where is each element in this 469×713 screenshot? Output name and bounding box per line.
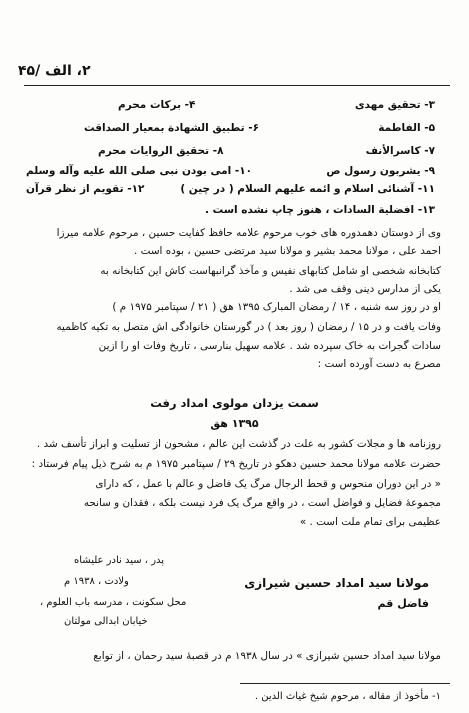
footnote: ۱- مأخوذ از مقاله ، مرحوم شیخ غیاث الدین . xyxy=(254,691,441,702)
list-item: ۵- الفاطمة xyxy=(378,122,435,134)
paragraph-line: وی از دوستان دهمدوره های خوب مرحوم علامه حافظ کفایت حسین ، مرحوم علامه میرزا xyxy=(56,227,441,239)
entry-detail: پدر ، سید نادر علیشاه xyxy=(74,555,165,566)
paragraph-line: مصرع به دست آورده است : xyxy=(317,358,441,370)
entry-detail: خیابان ابدالی مولتان xyxy=(64,616,148,627)
paragraph-line: حضرت علامه مولانا محمد حسین دهکو در تاریخ ۲۹ / سپتامبر ۱۹۷۵ م به شرح ذیل پیام فرستاد : xyxy=(31,458,441,470)
paragraph-line: روزنامه ها و مجلات کشور به علت در گذشت این عالم ، مشحون از تسلیت و ابراز تأسف شد . xyxy=(36,438,441,450)
paragraph-line: مولانا سید امداد حسین شیرازی » در سال ۱۹۳۸ م در قصبهٔ سید رحمان ، از توابع xyxy=(93,650,441,662)
chronogram-year: ۱۳۹۵ هق xyxy=(210,417,259,430)
entry-detail: ولادت ، ۱۹۳۸ م xyxy=(64,576,129,587)
footnote-rule xyxy=(240,683,450,684)
entry-name: مولانا سید امداد حسین شیرازی xyxy=(244,576,429,590)
paragraph-line: وفات یافت و در ۱۵ / رمضان ( روز بعد ) در گورستان خانوادگی اش متصل به تکیه کاظمیه xyxy=(56,321,441,333)
list-item: ۱۲- تقویم از نظر قرآن xyxy=(26,183,145,195)
paragraph-line: کتابخانه شخصی او شامل کتابهای نفیس و مآخذ گرانبهاست کاش این کتابخانه به xyxy=(100,265,441,277)
paragraph-line: « در این دوران منحوس و قحط الرجال مرگ یک فاضل و عالم با عمل ، که دارای xyxy=(95,478,441,490)
entry-title: فاضل قم xyxy=(377,597,429,610)
list-item: ۸- تحقیق الروایات محرم xyxy=(98,145,224,157)
list-item: ۱۱- آشنائی اسلام و ائمه علیهم السلام ( در چین ) xyxy=(180,183,435,195)
paragraph-line: احمد علی ، مولانا محمد بشیر و مولانا سید مرتضی حسین ، بوده است . xyxy=(134,245,441,257)
list-item: ۱۳- افضلیة السادات ، هنوز چاپ نشده است . xyxy=(204,204,435,216)
entry-detail: محل سکونت ، مدرسه باب العلوم ، xyxy=(40,597,187,608)
paragraph-line: عظیمی برای تمام ملت است . » xyxy=(299,516,441,528)
paragraph-line: مجموعهٔ فضایل و فواضل است ، در واقع مرگ یک فرد نیست بلکه ، فقدان و سانحه xyxy=(83,497,441,509)
list-item: ۹- یشربون رسول ص xyxy=(326,165,435,177)
header-rule xyxy=(24,85,450,86)
list-item: ۶- تطبیق الشهادة بمعیار الصداقت xyxy=(84,122,260,134)
list-item: ۴- برکات محرم xyxy=(118,99,196,111)
list-item: ۱۰- امی بودن نبی صلی الله علیه وآله وسلم xyxy=(26,165,253,177)
page-number: ۲، الف /۴۵ xyxy=(18,63,91,79)
paragraph-line: سادات گجرات به خاک سپرده شد . علامه سهیل بنارسی ، تاریخ وفات او را ازین xyxy=(98,340,441,352)
list-item: ۷- کاسرالأنف xyxy=(365,145,435,157)
paragraph-line: یکی از مدارس دینی وقف می شد . xyxy=(289,283,441,295)
chronogram-title: سمت یزدان مولوی امداد رفت xyxy=(150,396,319,410)
list-item: ۳- تحقیق مهدی xyxy=(354,99,435,111)
paragraph-line: او در روز سه شنبه ، ۱۴ / رمضان المبارک ۱۳۹۵ هق ( ۲۱ / سپتامبر ۱۹۷۵ م ) xyxy=(112,301,441,313)
